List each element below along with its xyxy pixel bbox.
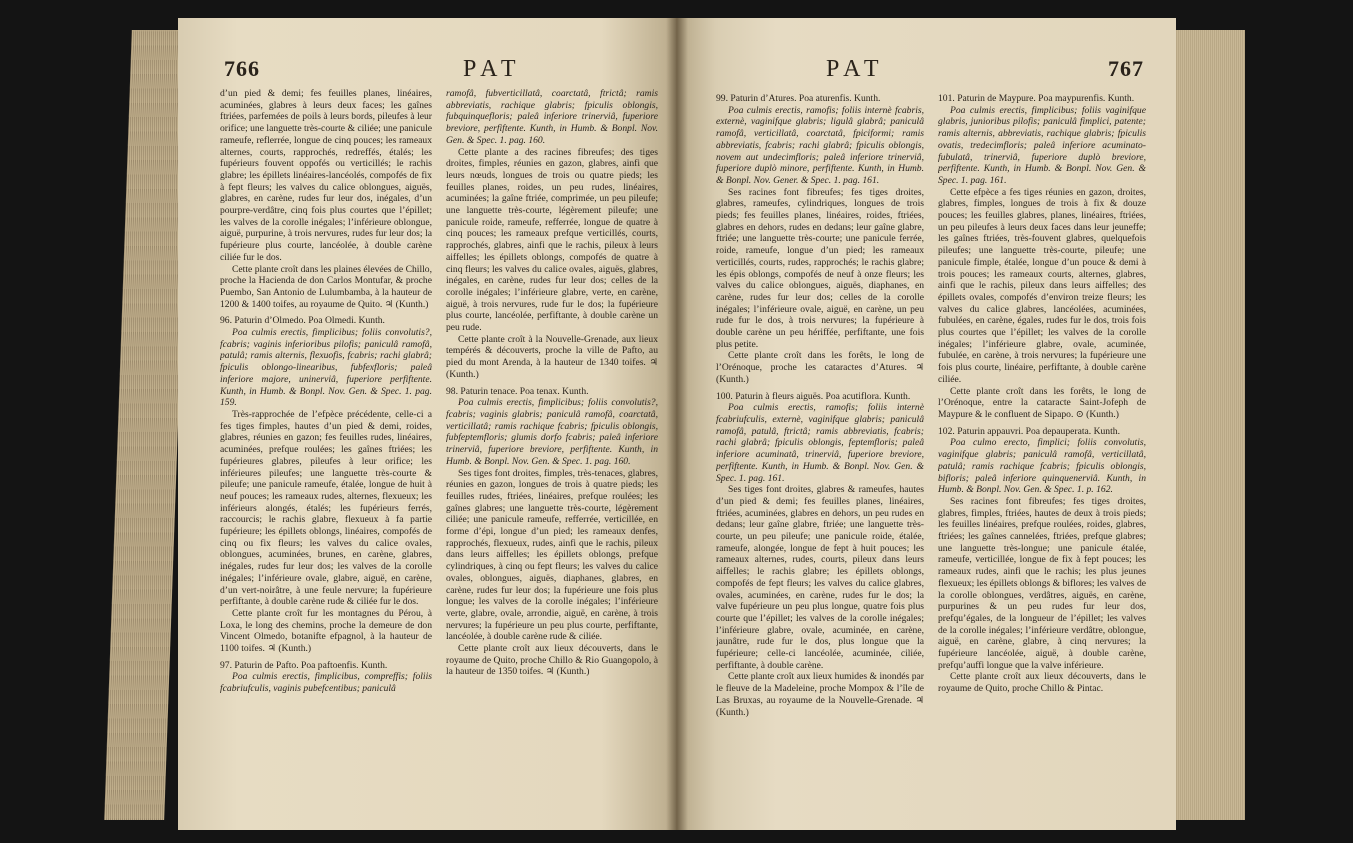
species-heading: 100. Paturin à fleurs aiguës. Poa acutiflora. Kunth. — [716, 390, 911, 402]
latin-diagnosis: Poa culmis erectis, ramofis; foliis internè fcabris, externè, vaginifque glabris; ligulâ glabrâ; paniculâ ramofâ, verticillatâ, coarctatâ, fpiciformi; ramis abbreviatis, fcabris; rachi glabrâ; fpiculis oblongis, novem aut undecimfloris; paleâ inferiore trinerviâ, fuperiore duplò minore, perfiftente. Kunth, in Humb. & Bonpl. Nov. Gener. & Spec. 1. pag. 161. — [716, 104, 924, 186]
page-number: 766 — [224, 56, 260, 81]
book-gutter — [666, 18, 688, 830]
running-head-word: PAT — [463, 56, 522, 82]
paragraph: d’un pied & demi; fes feuilles planes, linéaires, acuminées, glabres à leurs deux faces; les gaînes ftriées, parfemées de poils à leurs bords, pileufes à leur orifice; une languette très-courte & ciliée; une panicule rameufe, reflerrée, longue de cinq pouces; les rameaux alternes, courts, rapprochés, redreffés, étalés; les fupérieurs fouvent oppofés ou verticillés; le rachis glabre; les épillets linéaires-lancéolés, compofés de fix à fept fleurs; les valves du calice oblongues, aiguës, glabres, en carène, rudes fur leur dos, inégales, d’un pourpre-verdâtre, cinq fois plus courtes que l’épillet; les valves de la corolle inégales; l’inférieure oblongue, aiguë, purpurine, à trois nervures, rudes fur leur dos; la fupérieure plus courte, lancéolée, à double carène ciliée fur le dos. — [220, 88, 432, 263]
latin-diagnosis: Poa culmis erectis, fimplicibus; foliis vaginifque glabris, junioribus pilofis; paniculâ fimplici, patente; ramis alternis, abbreviatis, rachique glabris; fpiculis ovatis, tredecimfloris; paleâ inferiore acuminato-fubulatâ, trinerviâ, fuperiore duplò breviore, perfiftente. Kunth, in Humb. & Bonpl. Nov. Gen. & Spec. 1. pag. 161. — [938, 104, 1146, 186]
species-heading: 97. Paturin de Pafto. Poa paftoenfis. Kunth. — [220, 659, 388, 671]
paragraph: Cette plante croît aux lieux humides & inondés par le fleuve de la Madeleine, proche Mompox & l’île de Las Bruxas, au royaume de la Nouvelle-Grenade. ♃ (Kunth.) — [716, 671, 924, 718]
page-edges-right — [1175, 30, 1245, 820]
running-head-left — [178, 56, 676, 86]
paragraph: Cette plante croît fur les montagnes du Pérou, à Loxa, le long des chemins, proche la demeure de don Vincent Olmedo, botanifte efpagnol, à la hauteur de 1100 toifes. ♃ (Kunth.) — [220, 607, 432, 655]
left-columns — [220, 88, 658, 830]
paragraph: Ses tiges font droites, fimples, très-tenaces, glabres, réunies en gazon, longues de trois à quatre pieds; les feuilles rudes, ftriées, linéaires, prefque roulées; les gaînes glabres; une languette très-courte, légèrement ciliée; une panicule rameufe, refferrée, verticillée, en forme d’épi, longue d’un pied; les rameaux denfes, rapprochés, flexueux, rudes, ainfi que le rachis, pileux dans leurs aiffelles; les épillets oblongs, prefque cylindriques, à cinq ou fept fleurs; les valves du calice ovales, oblongues, aiguës, diaphanes, glabres, en carène, rudes fur leur dos; la fupérieure une fois plus longue; les valves de la corolle inégales; l’inférieure verte, glabre, ovale, arrondie, aiguë, en carène, à trois nervures; la fupérieure un peu plus courte, perfiftante, lancéolée, à double carène rude & ciliée. — [446, 467, 658, 643]
paragraph: Cette efpèce a fes tiges réunies en gazon, droites, glabres, fimples, longues de trois à fix & douze pouces; les feuilles glabres, planes, linéaires, ftriées, un peu pileufes à leurs deux faces dans leur jeuneffe; les gaînes ftriées, très-fouvent glabres, quelquefois pileufes; une languette très-courte, pileufe; une panicule fimple, étalée, longue d’un pouce & demi à trois pouces; les rameaux courts, alternes, glabres, ainfi que le rachis, pileux dans leurs aiffelles; des épillets ovales, compofés d’environ treize fleurs; les valves du calice glabres, lancéolées, acuminées, fubulées, en carène, égales, rudes fur le dos, trois fois plus courtes que l’épillet; les valves de la corolle inégales; l’inférieure glabre, ovale, acuminée, fubulée, en carène, à trois nervures; la fupérieure une fois plus courte, linéaire, perfiftante, à double carène ciliée. — [938, 186, 1146, 385]
paragraph: Cette plante croît dans les forêts, le long de l’Orénoque, proche les cataractes d’Atures. ♃ (Kunth.) — [716, 350, 924, 385]
paragraph: Cette plante croît aux lieux découverts, dans le royaume de Quito, proche Chillo & Rio Guangopolo, à la hauteur de 1350 toifes. ♃ (Kunth.) — [446, 643, 658, 678]
paragraph: Cette plante croît dans les plaines élevées de Chillo, proche la Hacienda de don Carlos Montufar, & proche Puembo, San Antonio de Lulumbamba, à la hauteur de 1200 & 1400 toifes, au royaume de Quito. ♃ (Kunth.) — [220, 263, 432, 310]
species-heading: 99. Paturin d’Atures. Poa aturenfis. Kunth. — [716, 93, 881, 104]
species-heading: 98. Paturin tenace. Poa tenax. Kunth. — [446, 385, 589, 397]
paragraph: Cette plante croît aux lieux découverts, dans le royaume de Quito, proche Chillo & Pintac. — [938, 671, 1146, 695]
left-column-1 — [220, 88, 432, 830]
latin-diagnosis: Poa culmis erectis, fimplicibus; foliis convolutis?, fcabris; vaginis glabris; paniculâ ramofâ, coarctatâ, verticillatâ; ramis rachique fcabris; fpiculis oblongis, fubfeptemfloris; glumis dorfo fcabris; paleâ inferiore trinerviâ, fuperiore breviore, perfiftente. Kunth, in Humb. & Bonpl. Nov. Gen. & Spec. 1. pag. 160. — [446, 397, 658, 467]
right-columns — [716, 88, 1146, 830]
right-column-2 — [938, 88, 1146, 830]
right-page — [676, 18, 1176, 830]
left-page — [178, 18, 676, 830]
latin-diagnosis: Poa culmis erectis, fimplicibus; foliis convolutis?, fcabris; vaginis inferioribus pilofis; paniculâ ramofâ, patulâ; ramis alternis, flexuofis, fcabris; rachi glabrâ; fpiculis oblongo-linearibus, fubfexfloris; paleâ inferiore majore, uninerviâ, fuperiore perfiftente. Kunth, in Humb. & Bonpl. Nov. Gen. & Spec. 1. pag. 159. — [220, 327, 432, 409]
latin-diagnosis: Poa culmo erecto, fimplici; foliis convolutis, vaginifque glabris; paniculâ ramofâ, verticillatâ, patulâ; ramis rachique fcabris; fpiculis oblongis, bifloris; paleâ inferiore quinquenerviâ. Kunth, in Humb. & Bonpl. Nov. Gen. & Spec. 1. p. 162. — [938, 437, 1146, 496]
paragraph: Cette plante a des racines fibreufes; des tiges droites, fimples, réunies en gazon, glabres, ainfi que leurs nœuds, longues de trois ou quatre pieds; les feuilles planes, roides, un peu rudes, linéaires, acuminées; la gaîne ftriée, comprimée, un peu pileufe; une languette très-courte, légèrement pileufe; une panicule roide, rameufe, refferrée, longue de quatre à cinq pouces; les rameaux prefque verticillés, courts, rapprochés, glabres, ainfi que le rachis, pileux à leurs aiffelles; les épillets oblongs, compofés de quatre à cinq fleurs; les valves du calice ovales, aiguës, glabres, inégales, en carène, rudes fur leur dos; celles de la corolle inégales; l’inférieure glabre, verte, en carène, aiguë, à trois nervures, rude fur le dos; la fupérieure plus courte, lancéolée, perfiftante, à double carène un peu rude. — [446, 146, 658, 334]
running-head-right — [676, 56, 1176, 86]
species-heading: 96. Paturin d’Olmedo. Poa Olmedi. Kunth. — [220, 315, 385, 327]
species-heading: 102. Paturin appauvri. Poa depauperata. Kunth. — [938, 425, 1120, 437]
page-number: 767 — [1108, 56, 1144, 81]
latin-diagnosis: Poa culmis erectis, fimplicibus, compreffis; foliis fcabriufculis, vaginis pubefcentibus; paniculâ — [220, 671, 432, 695]
paragraph: Ses racines font fibreufes; fes tiges droites, glabres, rameufes, cylindriques, longues de trois pieds; fes feuilles planes, linéaires, roides, ftriées, glabres en dehors, rudes en dedans; leur gaîne glabre, ftriée; une languette très-courte; une panicule ferrée, roide, rameufe, longue d’un pied; les rameaux verticillés, courts, rudes, rapprochés; le rachis glabre; les épis oblongs, compofés de neuf à onze fleurs; les valves du calice oblongues, aiguës, diaphanes, en carène, rudes fur leur dos; celles de la corolle inégales; l’inférieure ovale, aiguë, en carène, un peu rude fur le dos, à trois nervures; la fupérieure à double carène un peu hériffée, perfiftante, une fois plus petite. — [716, 186, 924, 350]
paragraph: Cette plante croît à la Nouvelle-Grenade, aux lieux tempérés & découverts, proche la ville de Pafto, au pied du mont Arenda, à la hauteur de 1340 toifes. ♃ (Kunth.) — [446, 333, 658, 380]
left-column-2 — [446, 88, 658, 830]
paragraph: Cette plante croît dans les forêts, le long de l’Orénoque, entre la cataracte Saint-Jofeph de Maypure & le confluent de Sipapo. ⊙ (Kunth.) — [938, 385, 1146, 420]
running-head-word: PAT — [826, 56, 885, 82]
species-heading: 101. Paturin de Maypure. Poa maypurenfis. Kunth. — [938, 93, 1135, 104]
latin-diagnosis: Poa culmis erectis, ramofis; foliis internè fcabriufculis, externè, vaginifque glabris; paniculâ ramofâ, patulâ, ftrictâ; ramis abbreviatis, fcabris; rachi glabrâ; fpiculis oblongis, feptemfloris; paleâ inferiore acuminatâ, trinerviâ, fuperiore breviore, perfiftente. Kunth, in Humb. & Bonpl. Nov. Gen. & Spec. 1. pag. 161. — [716, 402, 924, 484]
right-column-1 — [716, 88, 924, 830]
paragraph: Très-rapprochée de l’efpèce précédente, celle-ci a fes tiges fimples, hautes d’un pied & demi, roides, glabres, réunies en gazon; fes feuilles rudes, linéaires, acuminées, prefque roulées; les gaînes ftriées; les fupérieures glabres, pileufes à leur orifice; les inférieures pileufes; une languette très-courte & pileufe; une panicule rameufe, étalée, longue de huit à neuf pouces; les rameaux rudes, alternes, flexueux; les inférieurs alongés, étalés; les fupérieurs ferrés, raccourcis; le rachis glabre, flexueux à fa partie fupérieure; les épillets oblongs, linéaires, compofés de cinq ou fix fleurs; les valves du calice ovales, oblongues, acuminées, brunes, en carène, glabres, inégales, rudes fur leur dos; les valves de la corolle inégales; l’inférieure ovale, glabre, aiguë, en carène, d’un vert-noirâtre, à une feule nervure; la fupérieure perfiftante, à double carène rude & ciliée fur le dos. — [220, 408, 432, 608]
paragraph: Ses racines font fibreufes; fes tiges droites, glabres, fimples, ftriées, hautes de deux à trois pieds; les feuilles linéaires, prefque roulées, roides, glabres, ftriées; les gaînes cannelées, ftriées, prefque glabres; une languette très-longue; une panicule étalée, rameufe, verticillée, longue de fix à fept pouces; les rameaux rudes, ainfi que le rachis; les plus jeunes flexueux; les épillets oblongs & biflores; les valves de la corolle oblongues, verdâtres, aiguës, en carène, purpurines & un peu rudes fur leur dos, prefqu’égales, de la longueur de l’épillet; les valves de la corolle inégales; l’inférieure verdâtre, oblongue, aiguë, en carène, glabre, à cinq nervures; la fupérieure lancéolée, aiguë, à double carène, prefqu’auffi longue que la valve inférieure. — [938, 495, 1146, 671]
latin-diagnosis: ramofâ, fubverticillatâ, coarctatâ, ftrictâ; ramis abbreviatis, rachique glabris; fpiculis oblongis, fubquinquefloris; paleâ inferiore trinerviâ, fuperiore breviore, perfiftente. Kunth, in Humb. & Bonpl. Nov. Gen. & Spec. 1. pag. 160. — [446, 88, 658, 146]
paragraph: Ses tiges font droites, glabres & rameufes, hautes d’un pied & demi; fes feuilles planes, linéaires, ftriées, acuminées, glabres en dehors, un peu rudes en dedans; leur gaîne glabre, ftriée; une languette très-courte, un peu pileufe; une panicule roide, étalée, rameufe, alongée, longue de fept à huit pouces; les rameaux alternes, rudes, courts, pileux dans leurs aiffelles; le rachis glabre; les épillets oblongs, compofés de fept fleurs; les valves du calice glabres, ovales, acuminées, en carène, rudes fur le dos; la valve fupérieure un peu plus longue, quatre fois plus courte que l’épillet; les valves de la corolle inégales; l’inférieure glabre, ovale, acuminée, en carène, jaunâtre, rude fur le dos, plus longue que la fupérieure; celle-ci lancéolée, acuminée, ciliée, perfiftante, à double carène. — [716, 484, 924, 671]
